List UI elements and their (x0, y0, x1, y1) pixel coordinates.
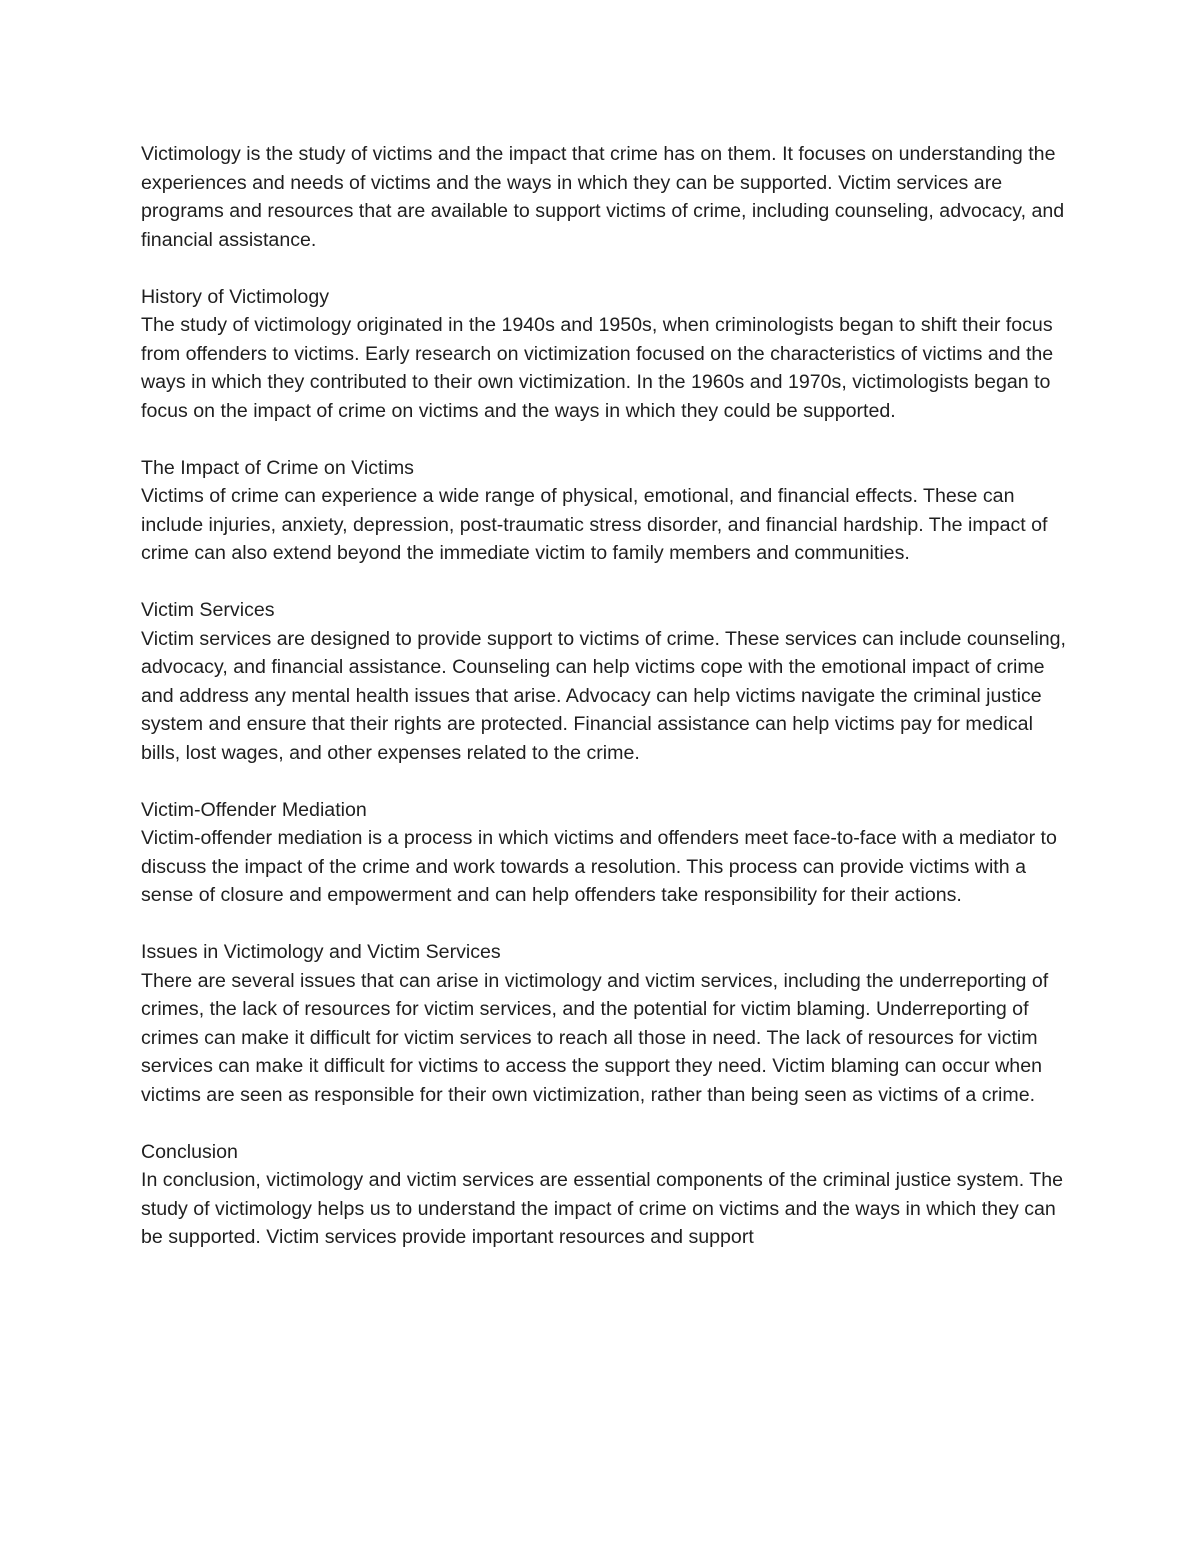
section-heading: Issues in Victimology and Victim Services (141, 941, 501, 963)
section-impact-of-crime (141, 454, 1066, 568)
section-history (141, 283, 1066, 426)
section-heading: Victim Services (141, 599, 275, 621)
section-heading: Conclusion (141, 1140, 238, 1163)
section-paragraph: In conclusion, victimology and victim services are essential components of the criminal justice system. The study of victimology helps us to understand the impact of crime on victims and the ways in which they can be supported. Victim services provide important resources and support (141, 1169, 1064, 1248)
section-paragraph: There are several issues that can arise in victimology and victim services, including the underreporting of crimes, the lack of resources for victim services, and the potential for victim blaming. Underreporting of crimes can make it difficult for victim services to reach all those in need. The lack of resources for victim services can make it difficult for victims to access the support they need. Victim blaming can occur when victims are seen as responsible for their own victimization, rather than being seen as victims of a crime. (141, 969, 1049, 1106)
section-heading: Victim-Offender Mediation (141, 798, 367, 821)
section-paragraph: Victim-offender mediation is a process in which victims and offenders meet face-to-face with a mediator to discuss the impact of the crime and work towards a resolution. This process can provide victims with a sense of closure and empowerment and can help offenders take responsibility for their actions. (141, 827, 1057, 906)
section-mediation (141, 796, 1066, 910)
section-conclusion (141, 1138, 1066, 1252)
section-victim-services (141, 596, 1066, 767)
document-body (141, 140, 1066, 1252)
section-heading: History of Victimology (141, 285, 330, 308)
section-issues (141, 938, 1066, 1109)
intro-paragraph: Victimology is the study of victims and the impact that crime has on them. It focuses on understanding the experiences and needs of victims and the ways in which they can be supported. Victim services are programs and resources that are available to support victims of crime, including counseling, advocacy, and financial assistance. (141, 143, 1065, 251)
section-paragraph: Victims of crime can experience a wide range of physical, emotional, and financial effects. These can include injuries, anxiety, depression, post-traumatic stress disorder, and financial hardship. The impact of crime can also extend beyond the immediate victim to family members and communities. (141, 485, 1048, 564)
section-heading: The Impact of Crime on Victims (141, 456, 414, 479)
section-paragraph: The study of victimology originated in the 1940s and 1950s, when criminologists began to shift their focus from offenders to victims. Early research on victimization focused on the characteristics of victims and the ways in which they contributed to their own victimization. In the 1960s and 1970s, victimologists began to focus on the impact of crime on victims and the ways in which they could be supported. (141, 314, 1054, 422)
section-paragraph: Victim services are designed to provide support to victims of crime. These services can include counseling, advocacy, and financial assistance. Counseling can help victims cope with the emotional impact of crime and address any mental health issues that arise. Advocacy can help victims navigate the criminal justice system and ensure that their rights are protected. Financial assistance can help victims pay for medical bills, lost wages, and other expenses related to the crime. (141, 627, 1066, 764)
